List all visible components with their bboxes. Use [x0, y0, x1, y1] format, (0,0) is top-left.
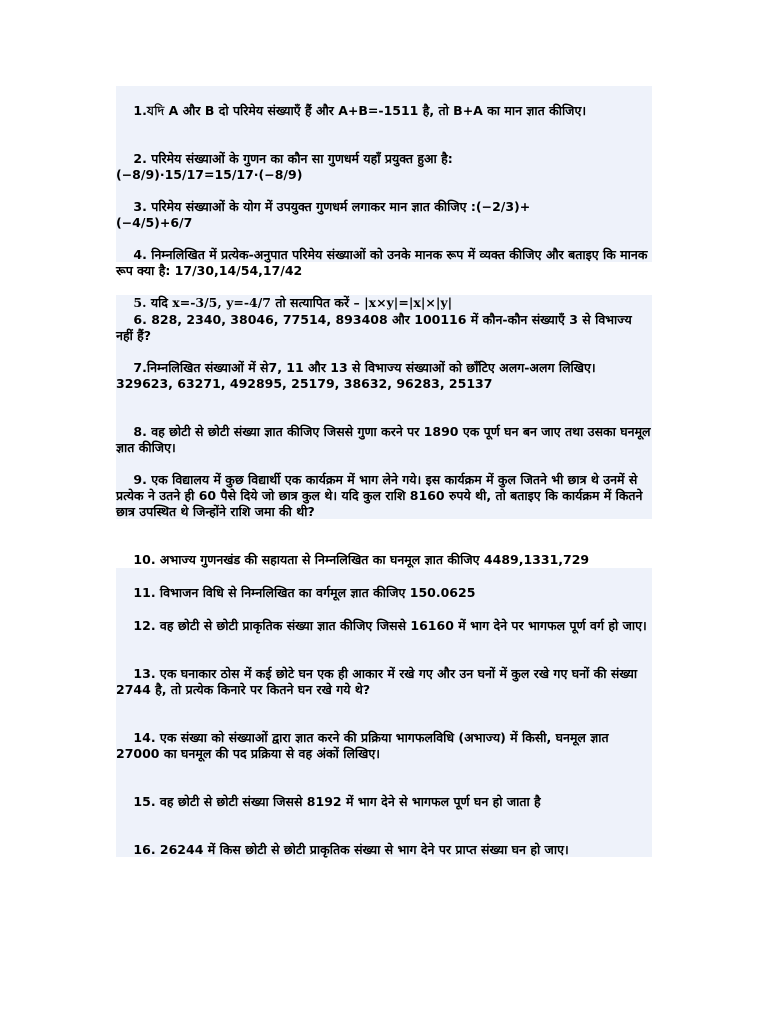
question-11 [116, 568, 652, 600]
spacer [116, 118, 652, 134]
spacer [116, 697, 652, 713]
worksheet-page [116, 86, 655, 857]
question-14 [116, 713, 652, 761]
question-12 [116, 601, 652, 633]
question-4 [116, 230, 652, 278]
question-2-text: 2. परिमेय संख्याओं के गुणन का कौन सा गुणधर्म यहाँ प्रयुक्त हुआ है: (−8/9)·15/17=15/17·(−8/9) [116, 151, 453, 182]
question-16 [116, 825, 652, 857]
question-8 [116, 407, 655, 455]
question-15 [116, 777, 652, 809]
question-2 [116, 134, 652, 182]
spacer [116, 327, 652, 343]
spacer [116, 761, 652, 777]
question-14-text: 14. एक संख्या को संख्याओं द्वारा ज्ञात करने की प्रक्रिया भागफलविधि (अभाज्य) में किसी, घनमूल ज्ञात 27000 का घनमूल की पद प्रक्रिया से वह अंकों लिखिए। [116, 730, 613, 761]
question-7 [116, 343, 652, 391]
question-5-text: 5. यदि x=-3/5, y=-4/7 तो सत्यापित करें – |x×y|=|x|×|y| [133, 295, 453, 310]
question-13 [116, 649, 652, 697]
spacer [116, 519, 652, 535]
spacer [116, 809, 652, 825]
spacer [116, 391, 652, 407]
question-9-text: 9. एक विद्यालय में कुछ विद्यार्थी एक कार्यक्रम में भाग लेने गये। इस कार्यक्रम में कुल जितने भी छात्र थे उनमें से प्रत्येक ने उतने ही 60 पैसे दिये जो छात्र कुल थे। यदि कुल राशि 8160 रुपये थी, तो बताइए कि कार्यक्रम में कितने छात्र उपस्थित थे जिन्होंने राशि जमा की थी? [116, 472, 647, 519]
question-12-text: 12. वह छोटी से छोटी प्राकृतिक संख्या ज्ञात कीजिए जिससे 16160 में भाग देने पर भागफल पूर्ण वर्ग हो जाए। [133, 618, 647, 633]
question-3 [116, 182, 652, 230]
spacer [116, 633, 652, 649]
question-5 [116, 278, 652, 310]
question-15-text: 15. वह छोटी से छोटी संख्या जिससे 8192 में भाग देने से भागफल पूर्ण घन हो जाता है [133, 794, 541, 809]
question-8-text: 8. वह छोटी से छोटी संख्या ज्ञात कीजिए जिससे गुणा करने पर 1890 एक पूर्ण घन बन जाए तथा उसका घनमूल ज्ञात कीजिए। [116, 424, 655, 455]
question-9 [116, 455, 652, 519]
question-6-text: 6. 828, 2340, 38046, 77514, 893408 और 100116 में कौन-कौन संख्याएँ 3 से विभाज्य नहीं हैं? [116, 312, 637, 343]
spacer [116, 214, 652, 230]
question-10-text: 10. अभाज्य गुणनखंड की सहायता से निम्नलिखित का घनमूल ज्ञात कीजिए 4489,1331,729 [133, 552, 590, 567]
question-16-text: 16. 26244 में किस छोटी से छोटी प्राकृतिक संख्या से भाग देने पर प्राप्त संख्या घन हो जाए। [133, 842, 569, 857]
spacer [116, 439, 652, 455]
question-1-text: 1.যদি A और B दो परिमेय संख्याएँ हैं और A+B=-1511 है, तो B+A का मान ज्ञात कीजिए। [133, 103, 587, 118]
question-11-text: 11. विभाजन विधि से निम्नलिखित का वर्गमूल ज्ञात कीजिए 150.0625 [133, 585, 476, 600]
question-3-text: 3. परिमेय संख्याओं के योग में उपयुक्त गुणधर्म लगाकर मान ज्ञात कीजिए :(−2/3)+ (−4/5)+6/7 [116, 199, 531, 230]
question-13-text: 13. एक घनाकार ठोस में कई छोटे घन एक ही आकार में रखे गए और उन घनों में कुल रखे गए घनों की संख्या 2744 है, तो प्रत्येक किनारे पर कितने घन रखे गये थे? [116, 666, 642, 697]
question-1 [116, 86, 652, 118]
question-4-text: 4. निम्नलिखित में प्रत्येक-अनुपात परिमेय संख्याओं को उनके मानक रूप में व्यक्त कीजिए और बताइए कि मानक रूप क्या है: 17/30,14/54,17/42 [116, 247, 652, 278]
question-10 [116, 535, 652, 567]
question-7-text: 7.निम्नलिखित संख्याओं में से7, 11 और 13 से विभाज्य संख्याओं को छाँटिए अलग-अलग लिखिए। 329623, 63271, 492895, 25179, 38632, 96283, 25137 [116, 360, 596, 391]
